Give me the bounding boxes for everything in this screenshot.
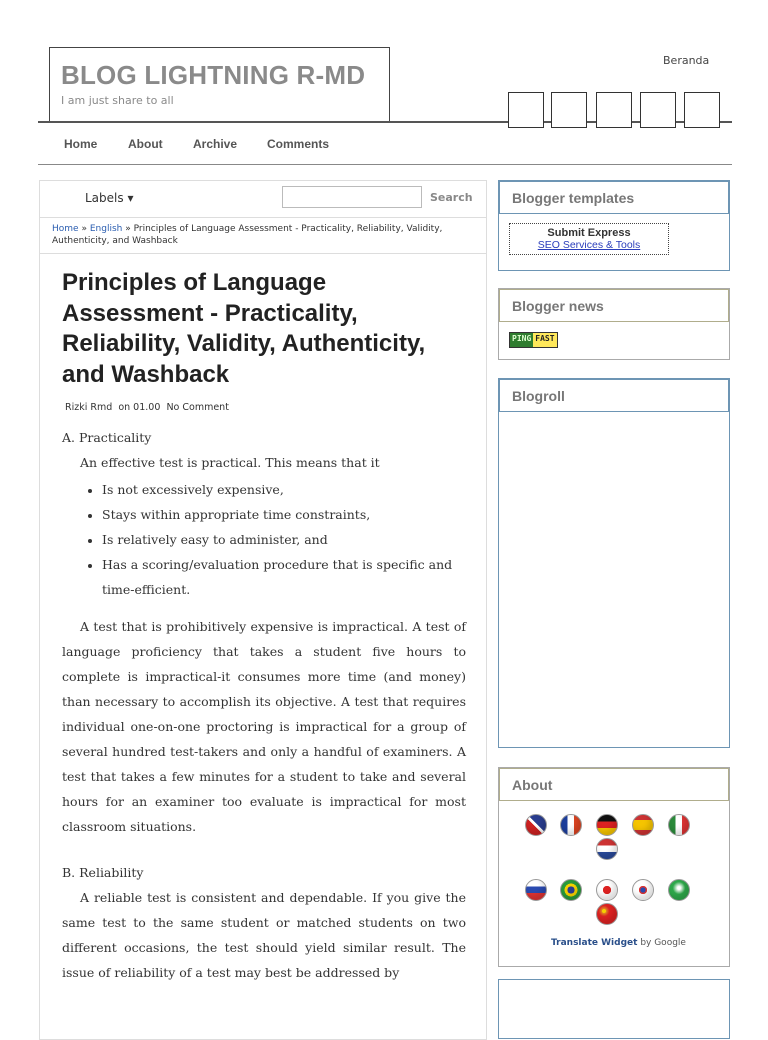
fast-label: FAST xyxy=(533,333,556,347)
german-flag-icon[interactable] xyxy=(596,814,618,836)
widget-header xyxy=(499,768,729,801)
breadcrumb-home[interactable]: Home xyxy=(52,224,79,234)
site-header-box xyxy=(49,47,390,123)
list-item: Is relatively easy to administer, and xyxy=(102,532,328,547)
brazil-flag-icon[interactable] xyxy=(560,879,582,901)
breadcrumb-divider xyxy=(40,253,486,254)
widget-about xyxy=(498,767,730,967)
chinese-flag-icon[interactable] xyxy=(596,903,618,925)
search-input[interactable] xyxy=(282,186,422,208)
russian-flag-icon[interactable] xyxy=(525,879,547,901)
korean-flag-icon[interactable] xyxy=(632,879,654,901)
widget-title: Blogger templates xyxy=(512,190,635,206)
post-author[interactable]: Rizki Rmd xyxy=(65,402,113,413)
social-button-1[interactable] xyxy=(508,92,544,128)
main-nav xyxy=(38,128,732,165)
breadcrumb-current: Principles of Language Assessment - Practicality, Reliability, Validity, Authenticity, and Washback xyxy=(52,224,443,246)
beranda-link[interactable]: Beranda xyxy=(663,54,710,67)
submit-express-title: Submit Express xyxy=(547,227,631,239)
translate-widget-link[interactable]: Translate Widget xyxy=(551,938,638,948)
list-item: Is not excessively expensive, xyxy=(102,482,284,497)
widget-blogger-news xyxy=(498,288,730,360)
post-meta xyxy=(65,402,229,413)
widget-next xyxy=(498,979,730,1039)
list-item: Stays within appropriate time constraints, xyxy=(102,507,371,522)
nav-comments[interactable]: Comments xyxy=(267,137,330,151)
arabic-flag-icon[interactable] xyxy=(668,879,690,901)
paragraph-reliability: A reliable test is consistent and dependable. If you give the same test to the same student or matched students on two different occasions, the test should yield similar result. The issue of reliability of a test may best be addressed by xyxy=(62,890,466,980)
bullet-dot xyxy=(88,564,92,568)
dutch-flag-icon[interactable] xyxy=(596,838,618,860)
list-item: Has a scoring/evaluation procedure that is specific and time-efficient. xyxy=(102,557,453,597)
section-heading-practicality: A. Practicality xyxy=(62,430,152,445)
bullet-dot xyxy=(88,514,92,518)
search-button[interactable]: Search xyxy=(430,191,473,204)
social-button-3[interactable] xyxy=(596,92,632,128)
pingfast-badge[interactable] xyxy=(509,332,558,348)
bullet-dot xyxy=(88,539,92,543)
translate-by-google: by Google xyxy=(640,938,686,948)
post-date: on 01.00 xyxy=(118,402,161,413)
widget-title: About xyxy=(512,777,553,793)
nav-home[interactable]: Home xyxy=(64,137,98,151)
breadcrumb-sep: » xyxy=(81,224,87,234)
italian-flag-icon[interactable] xyxy=(668,814,690,836)
breadcrumb-english[interactable]: English xyxy=(89,224,123,234)
widget-title: Blogroll xyxy=(512,388,565,404)
widget-header xyxy=(499,289,729,322)
post-comments-link[interactable]: No Comment xyxy=(166,402,229,413)
ping-label: PING xyxy=(510,333,533,347)
seo-services-link[interactable]: SEO Services & Tools xyxy=(537,239,641,251)
site-title[interactable]: BLOG LIGHTNING R-MD xyxy=(61,60,366,90)
breadcrumb-sep: » xyxy=(125,224,131,234)
english-flag-icon[interactable] xyxy=(525,814,547,836)
translate-credit xyxy=(551,938,686,948)
social-button-5[interactable] xyxy=(684,92,720,128)
breadcrumb xyxy=(52,223,467,247)
social-button-4[interactable] xyxy=(640,92,676,128)
widget-title: Blogger news xyxy=(512,298,604,314)
intro-text: An effective test is practical. This means that it xyxy=(80,455,380,470)
section-heading-reliability: B. Reliability xyxy=(62,865,144,880)
japanese-flag-icon[interactable] xyxy=(596,879,618,901)
submit-express-box xyxy=(509,223,669,255)
post-title: Principles of Language Assessment - Practicality, Reliability, Validity, Authenticity, and Washback xyxy=(62,269,426,388)
social-button-2[interactable] xyxy=(551,92,587,128)
nav-about[interactable]: About xyxy=(128,137,163,151)
widget-blogger-templates xyxy=(498,180,730,271)
site-tagline: I am just share to all xyxy=(61,94,174,107)
widget-blogroll xyxy=(498,378,730,748)
spanish-flag-icon[interactable] xyxy=(632,814,654,836)
french-flag-icon[interactable] xyxy=(560,814,582,836)
bullet-dot xyxy=(88,489,92,493)
labels-dropdown[interactable]: Labels ▾ xyxy=(85,191,134,205)
widget-header xyxy=(499,181,729,214)
nav-archive[interactable]: Archive xyxy=(193,137,238,151)
post-column xyxy=(39,180,487,1040)
paragraph-practicality: A test that is prohibitively expensive is impractical. A test of language proficiency that takes a student five hours to complete is impractical-it consumes more time (and money) than necessary to accomplish its objective. A test that requires individual one-on-one proctoring is impractical for a group of several hundred test-takers and only a handful of examiners. A test that takes a few minutes for a student to take and several hours for an examiner too evaluate is impractical for most classroom situations. xyxy=(62,619,466,834)
widget-header xyxy=(499,379,729,412)
post-toolbar xyxy=(40,181,486,218)
